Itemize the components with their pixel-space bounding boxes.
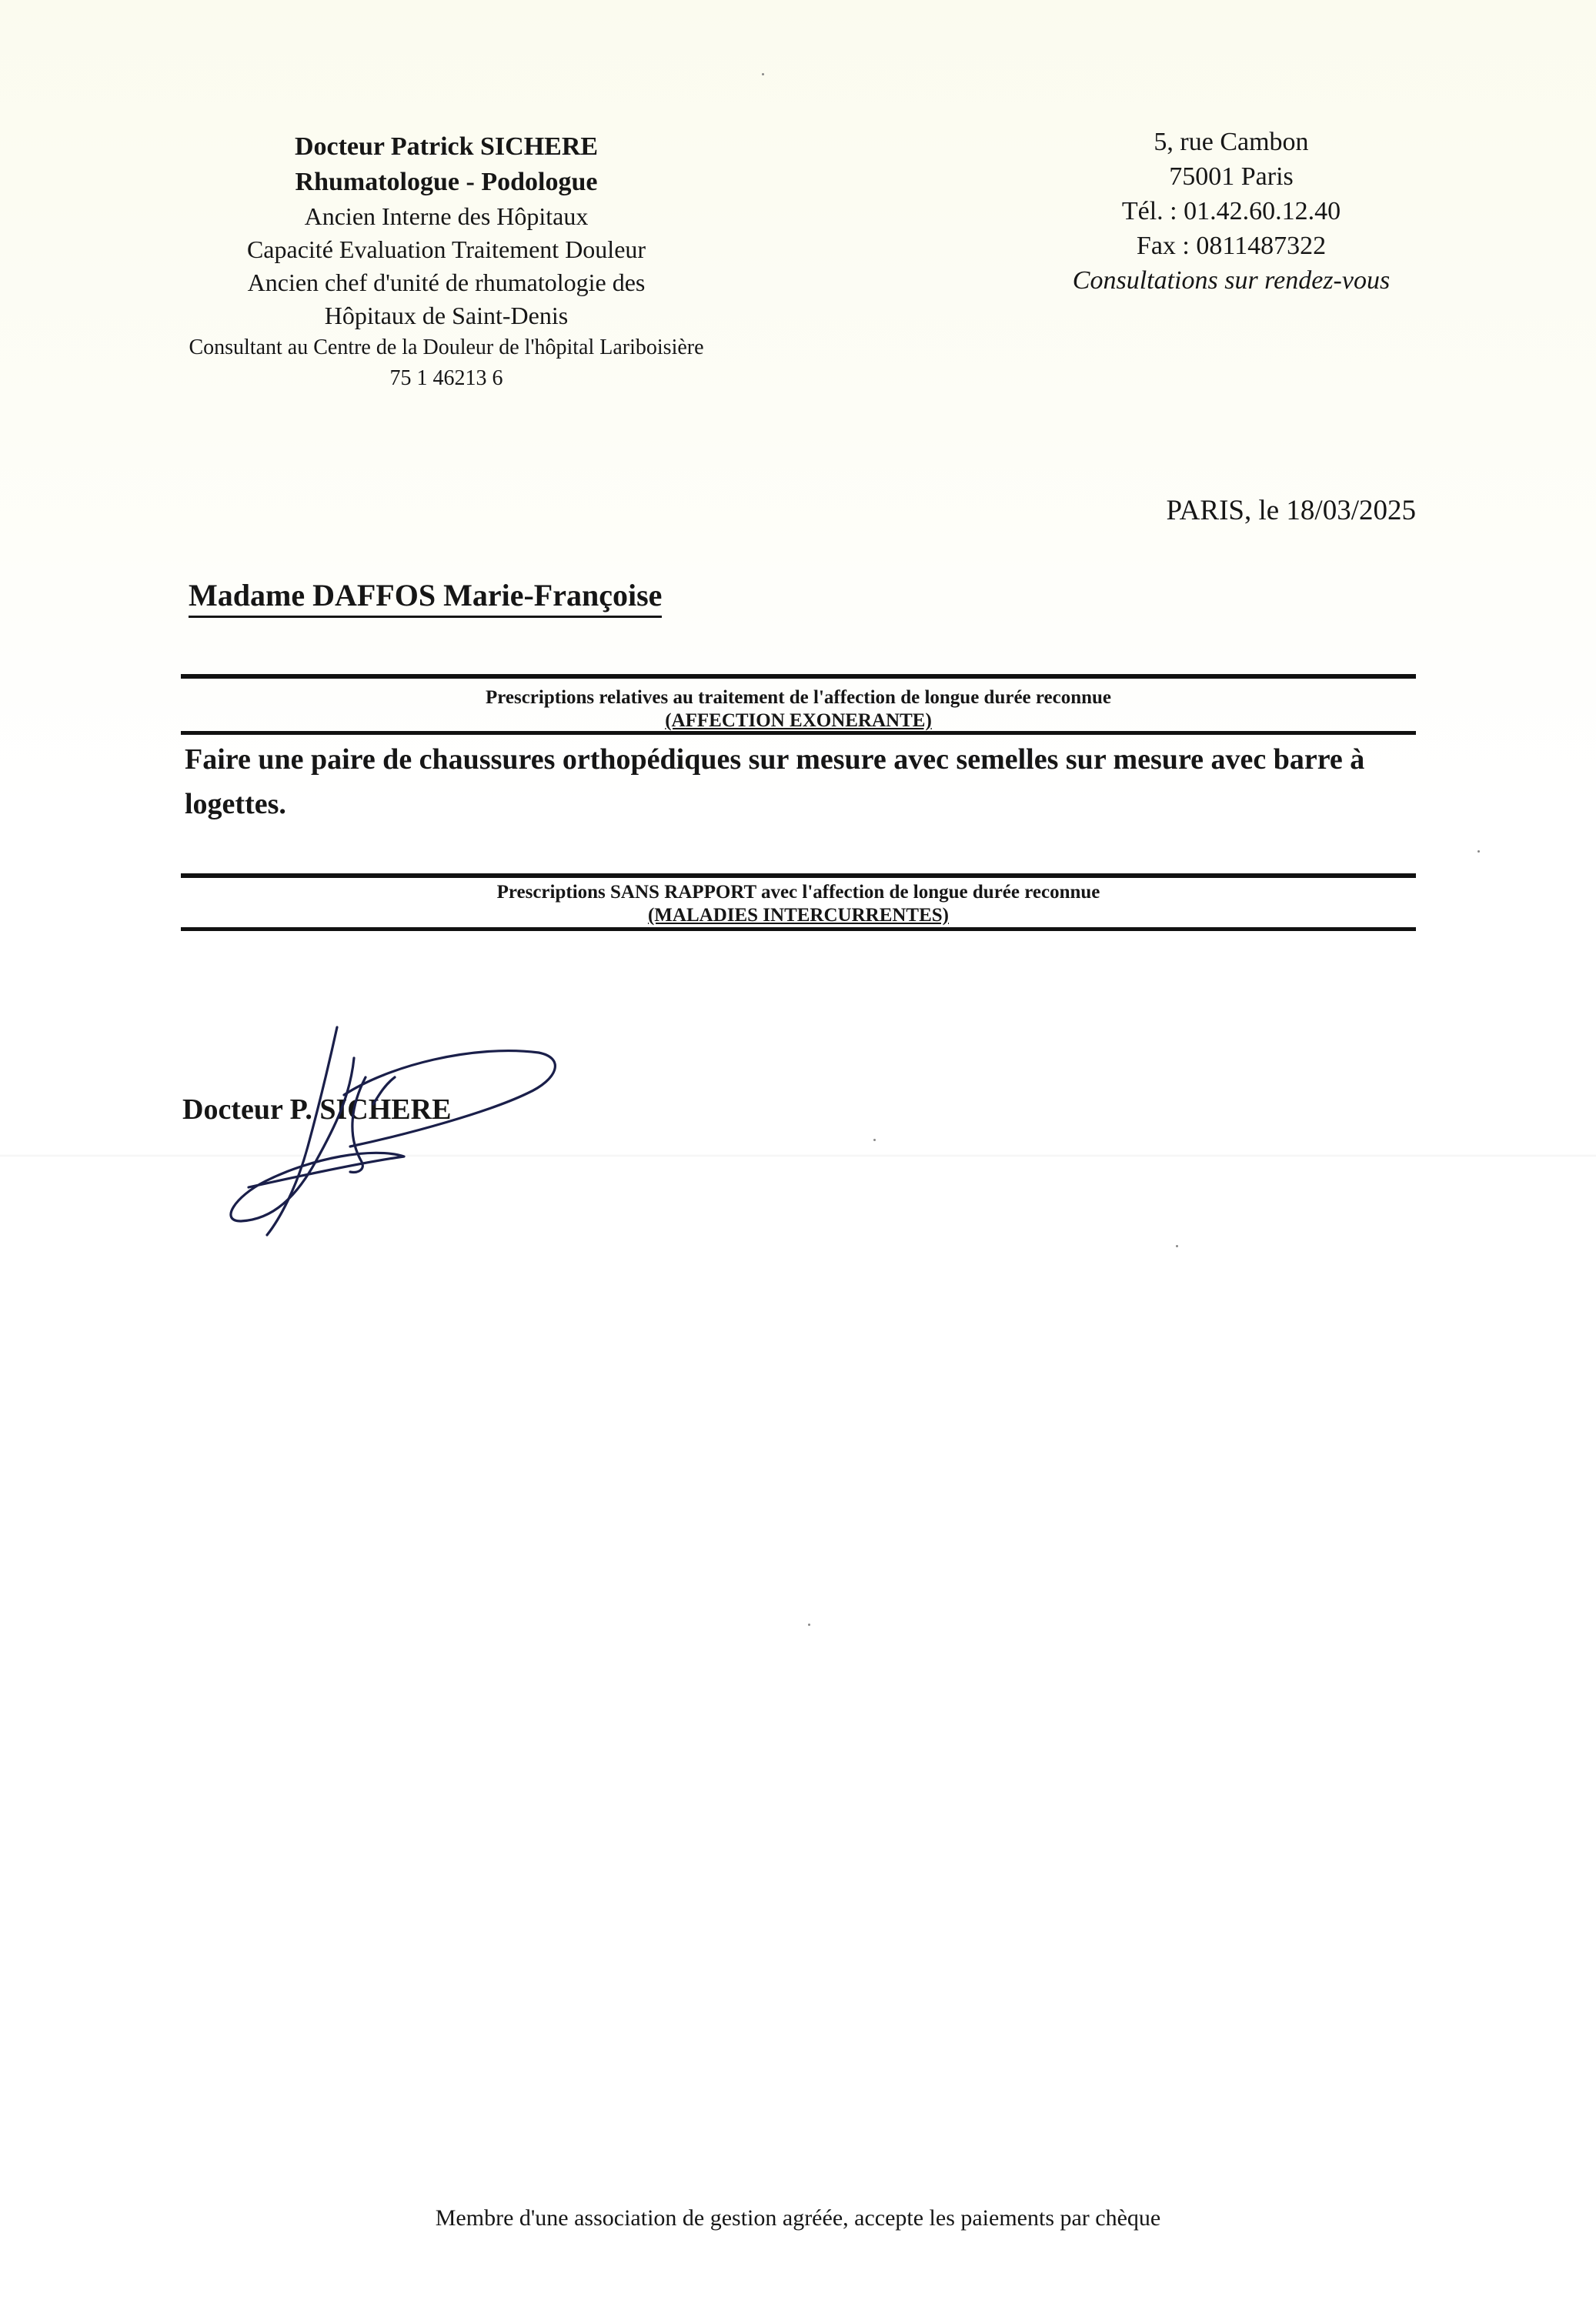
divider-line — [181, 731, 1416, 735]
divider-line — [181, 873, 1416, 878]
section-ald-subtitle: (AFFECTION EXONERANTE) — [665, 710, 932, 731]
consultation-note: Consultations sur rendez-vous — [1072, 266, 1391, 295]
paper-speck — [808, 1624, 810, 1626]
section-other-subtitle: (MALADIES INTERCURRENTES) — [647, 905, 950, 926]
doctor-title-line: Hôpitaux de Saint-Denis — [324, 302, 569, 329]
doctor-letterhead — [131, 129, 762, 394]
doctor-title-line: Capacité Evaluation Traitement Douleur — [246, 235, 646, 263]
address-fax: Fax : 0811487322 — [1136, 232, 1327, 260]
footer-note: Membre d'une association de gestion agréée, accepte les paiements par chèque — [435, 2205, 1161, 2231]
paper-speck — [1176, 1245, 1178, 1247]
doctor-name: Docteur Patrick SICHERE — [294, 132, 599, 161]
paper-speck — [762, 73, 764, 75]
practice-address — [1000, 125, 1462, 298]
doctor-registration-number: 75 1 46213 6 — [389, 366, 503, 390]
section-other-title: Prescriptions SANS RAPPORT avec l'affection de longue durée reconnue — [496, 882, 1100, 903]
address-phone: Tél. : 01.42.60.12.40 — [1121, 197, 1341, 225]
section-heading-ald — [181, 686, 1416, 733]
patient-name: Madame DAFFOS Marie-Françoise — [189, 577, 662, 618]
paper-speck — [1477, 850, 1480, 853]
section-ald-title: Prescriptions relatives au traitement de l'affection de longue durée reconnue — [485, 687, 1112, 708]
handwritten-signature — [150, 1020, 569, 1243]
address-street: 5, rue Cambon — [1154, 128, 1309, 156]
divider-line — [181, 674, 1416, 679]
date-line: PARIS, le 18/03/2025 — [1166, 495, 1416, 526]
doctor-title-line: Ancien Interne des Hôpitaux — [304, 202, 589, 230]
divider-line — [181, 927, 1416, 931]
paper-speck — [873, 1139, 876, 1141]
doctor-title-line: Consultant au Centre de la Douleur de l'hôpital Lariboisière — [189, 335, 704, 359]
section-heading-other — [181, 881, 1416, 927]
doctor-title-line: Ancien chef d'unité de rhumatologie des — [247, 269, 646, 296]
address-city: 75001 Paris — [1169, 162, 1294, 191]
prescription-text: Faire une paire de chaussures orthopédiques sur mesure avec semelles sur mesure avec barre à logettes. — [185, 743, 1365, 820]
signature-label: Docteur P. SICHERE — [182, 1093, 452, 1126]
doctor-specialty: Rhumatologue - Podologue — [295, 168, 598, 196]
